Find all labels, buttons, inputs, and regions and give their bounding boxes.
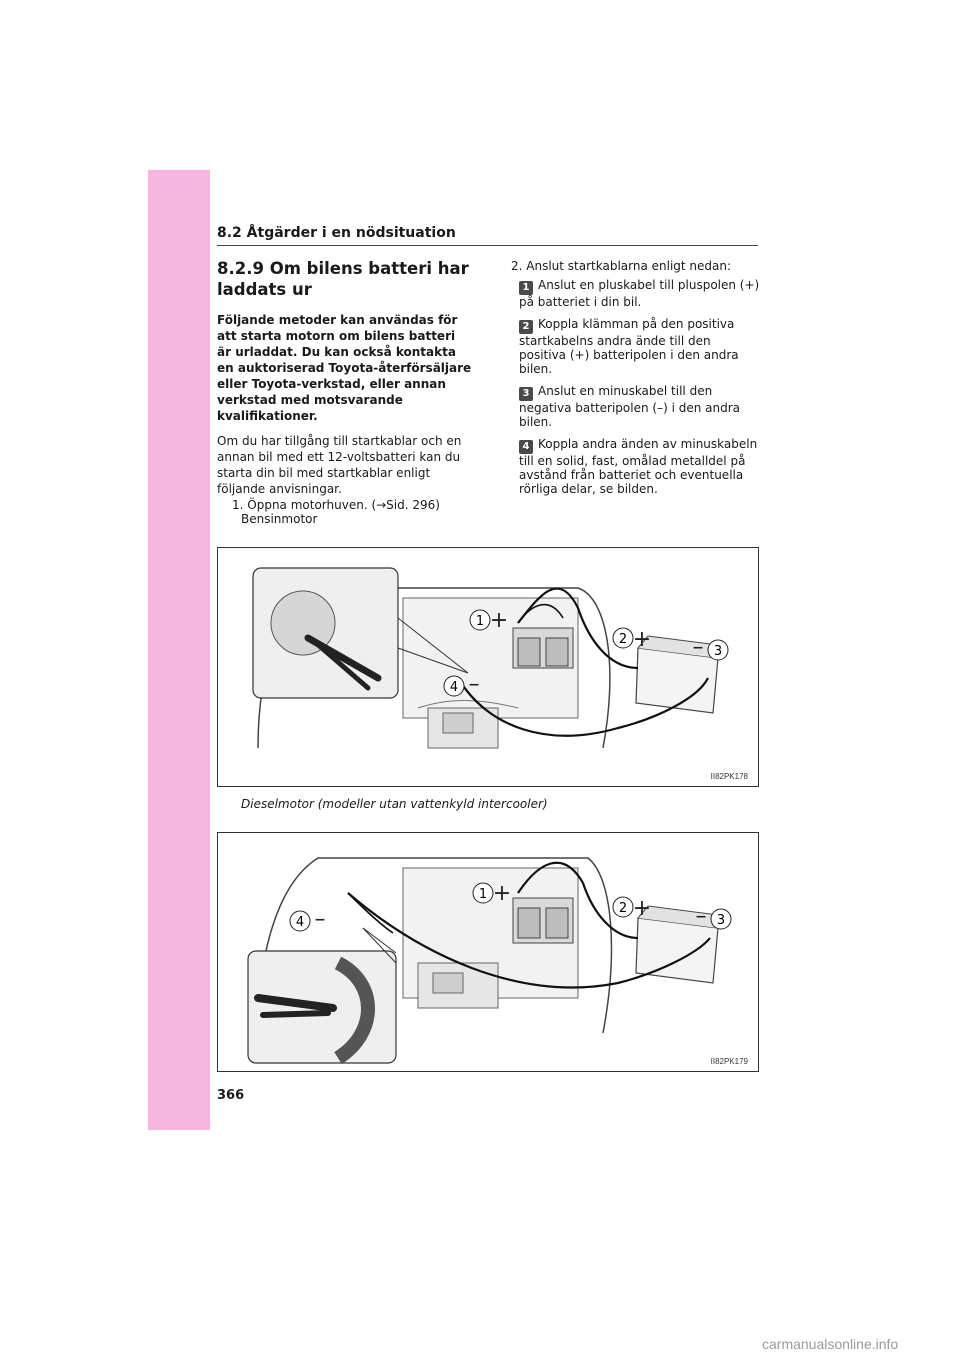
callout-1: 1 bbox=[475, 614, 485, 629]
plus-symbol: + bbox=[492, 881, 512, 906]
substep-text: Koppla andra änden av minuskabeln till en solid, fast, omålad metalldel på avstånd från batteriet och eventuella rörliga delar, se bilden. bbox=[519, 437, 758, 496]
figure-petrol-engine bbox=[217, 547, 759, 787]
number-badge: 3 bbox=[519, 387, 533, 401]
number-badge: 1 bbox=[519, 281, 533, 295]
number-badge: 2 bbox=[519, 320, 533, 334]
callout-4: 4 bbox=[449, 680, 459, 695]
substep-text: Anslut en pluskabel till pluspolen (+) på batteriet i din bil. bbox=[519, 278, 760, 309]
plus-symbol: + bbox=[632, 896, 652, 921]
callout-4: 4 bbox=[295, 915, 305, 930]
callout-1: 1 bbox=[478, 887, 488, 902]
substep-2 bbox=[511, 317, 761, 376]
intro-text: Följande metoder kan användas för att starta motorn om bilens batteri är urladdat. Du kan också kontakta en auktoriserad Toyota-återförsäljare eller Toyota-verkstad, eller annan verkstad med motsvarande kvalifikationer. bbox=[217, 313, 472, 423]
step-1 bbox=[217, 497, 472, 513]
figure-caption-diesel: Dieselmotor (modeller utan vattenkyld intercooler) bbox=[241, 797, 548, 811]
substep-4 bbox=[511, 437, 761, 496]
section-header: 8.2 Åtgärder i en nödsituation bbox=[217, 225, 456, 241]
figure-code: II82PK179 bbox=[710, 1057, 748, 1066]
header-rule bbox=[217, 245, 758, 246]
callout-3: 3 bbox=[716, 913, 726, 928]
right-column bbox=[511, 258, 761, 504]
step-1-text: 1. Öppna motorhuven. (→Sid. 296) bbox=[232, 498, 440, 512]
minus-symbol: – bbox=[468, 672, 480, 697]
minus-symbol: – bbox=[692, 635, 704, 660]
callout-2: 2 bbox=[618, 901, 628, 916]
callout-2: 2 bbox=[618, 632, 628, 647]
left-column bbox=[217, 258, 472, 513]
body-paragraph: Om du har tillgång till startkablar och en annan bil med ett 12-voltsbatteri kan du starta din bil med startkablar enligt följande anvisningar. bbox=[217, 434, 462, 496]
figure-code: II82PK178 bbox=[710, 772, 748, 781]
minus-symbol: – bbox=[695, 904, 707, 929]
page-number: 366 bbox=[217, 1088, 245, 1103]
substep-3 bbox=[511, 384, 761, 429]
figure-diesel-engine bbox=[217, 832, 759, 1072]
petrol-engine-illustration bbox=[218, 548, 758, 786]
callout-3: 3 bbox=[713, 644, 723, 659]
substep-text: Anslut en minuskabel till den negativa batteripolen (–) i den andra bilen. bbox=[519, 384, 741, 429]
step-2: 2. Anslut startkablarna enligt nedan: bbox=[511, 259, 732, 273]
substep-text: Koppla klämman på den positiva startkabelns andra ände till den positiva (+) batteripolen i den andra bilen. bbox=[519, 317, 739, 376]
number-badge: 4 bbox=[519, 440, 533, 454]
minus-symbol: – bbox=[314, 907, 326, 932]
subsection-title: 8.2.9 Om bilens batteri har laddats ur bbox=[217, 259, 469, 299]
side-tab-band bbox=[148, 170, 210, 1130]
plus-symbol: + bbox=[489, 608, 509, 633]
figure-caption-petrol: Bensinmotor bbox=[241, 512, 318, 526]
diesel-engine-illustration bbox=[218, 833, 758, 1071]
watermark-text: carmanualsonline.info bbox=[762, 1336, 899, 1352]
plus-symbol: + bbox=[632, 627, 652, 652]
substep-1 bbox=[511, 278, 761, 309]
